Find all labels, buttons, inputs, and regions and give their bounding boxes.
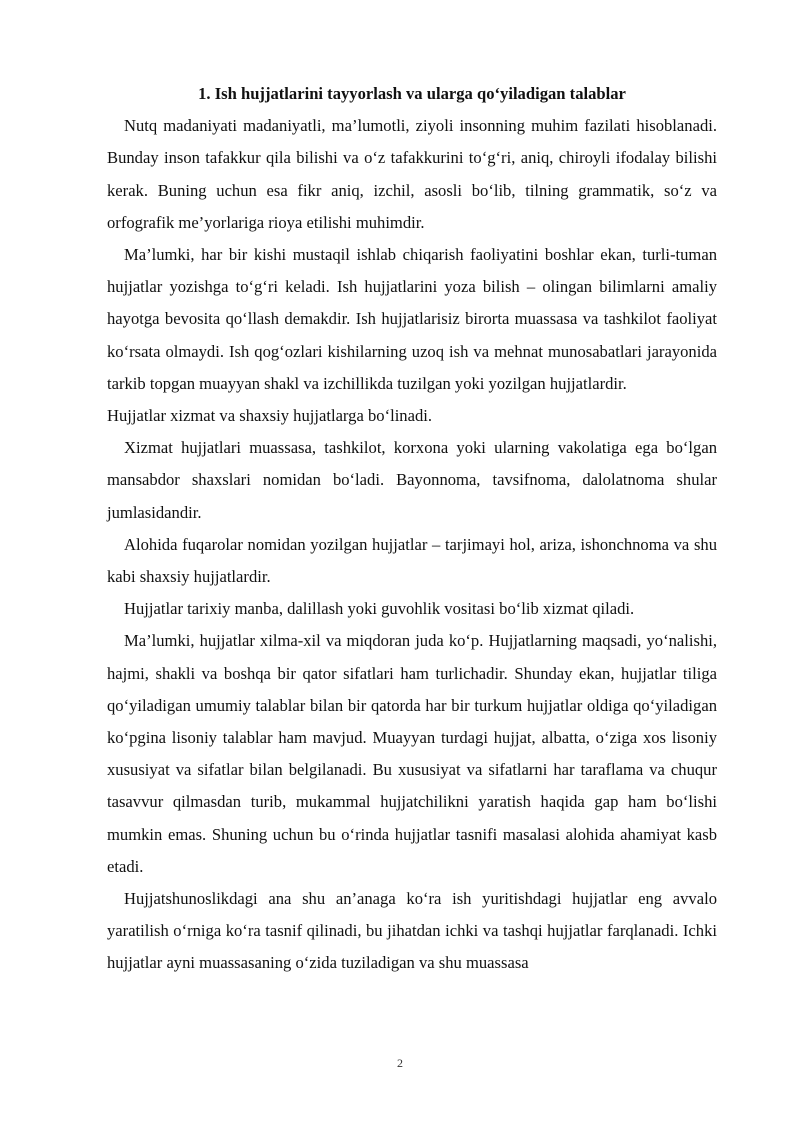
paragraph-4: Xizmat hujjatlari muassasa, tashkilot, korxona yoki ularning vakolatiga ega bo‘lgan mansabdor shaxslari nomidan bo‘ladi. Bayonnoma, tavsifnoma, dalolatnoma shular jumlasidandir. (107, 438, 717, 522)
paragraph-8: Hujjatshunoslikdagi ana shu an’anaga ko‘ra ish yuritishdagi hujjatlar eng avvalo yaratilish o‘rniga ko‘ra tasnif qilinadi, bu jihatdan ichki va tashqi hujjatlar farqlanadi. Ichki hujjatlar ayni muassasaning o‘zida tuziladigan va shu muassasa (107, 889, 717, 973)
document-body (107, 78, 717, 980)
paragraph-2: Ma’lumki, har bir kishi mustaqil ishlab chiqarish faoliyatini boshlar ekan, turli-tuman hujjatlar yozishga to‘g‘ri keladi. Ish hujjatlarini yoza bilish – olingan bilimlarni amaliy hayotga bevosita qo‘llash demakdir. Ish hujjatlarisiz birorta muassasa va tashkilot faoliyat ko‘rsata olmaydi. Ish qog‘ozlari kishilarning uzoq ish va mehnat munosabatlari jarayonida tarkib topgan muayyan shakl va izchillikda tuzilgan yoki yozilgan hujjatlardir. (107, 245, 717, 393)
page-number: 2 (397, 1056, 403, 1070)
paragraph-6: Hujjatlar tarixiy manba, dalillash yoki guvohlik vositasi bo‘lib xizmat qiladi. (124, 599, 635, 619)
section-title: 1. Ish hujjatlarini tayyorlash va ularga qo‘yiladigan talablar (198, 84, 626, 103)
paragraph-3: Hujjatlar xizmat va shaxsiy hujjatlarga bo‘linadi. (107, 406, 433, 426)
paragraph-7: Ma’lumki, hujjatlar xilma-xil va miqdoran juda ko‘p. Hujjatlarning maqsadi, yo‘nalishi, hajmi, shakli va boshqa bir qator sifatlari ham turlichadir. Shunday ekan, hujjatlar tiliga qo‘yiladigan umumiy talablar bilan bir qatorda har bir turkum hujjatlar oldiga qo‘yiladigan ko‘pgina lisoniy talablar ham mavjud. Muayyan turdagi hujjat, albatta, o‘ziga xos lisoniy xususiyat va sifatlar bilan belgilanadi. Bu xususiyat va sifatlarni har taraflama va chuqur tasavvur qilmasdan turib, mukammal hujjatchilikni yaratish haqida gap ham bo‘lishi mumkin emas. Shuning uchun bu o‘rinda hujjatlar tasnifi masalasi alohida ahamiyat kasb etadi. (107, 631, 717, 876)
paragraph-1: Nutq madaniyati madaniyatli, ma’lumotli, ziyoli insonning muhim fazilati hisoblanadi. Bunday inson tafakkur qila bilishi va o‘z tafakkurini to‘g‘ri, aniq, chiroyli ifodalay bilishi kerak. Buning uchun esa fikr aniq, izchil, asosli bo‘lib, tilning grammatik, so‘z va orfografik me’yorlariga rioya etilishi muhimdir. (107, 116, 717, 232)
paragraph-5: Alohida fuqarolar nomidan yozilgan hujjatlar – tarjimayi hol, ariza, ishonchnoma va shu kabi shaxsiy hujjatlardir. (107, 534, 717, 587)
